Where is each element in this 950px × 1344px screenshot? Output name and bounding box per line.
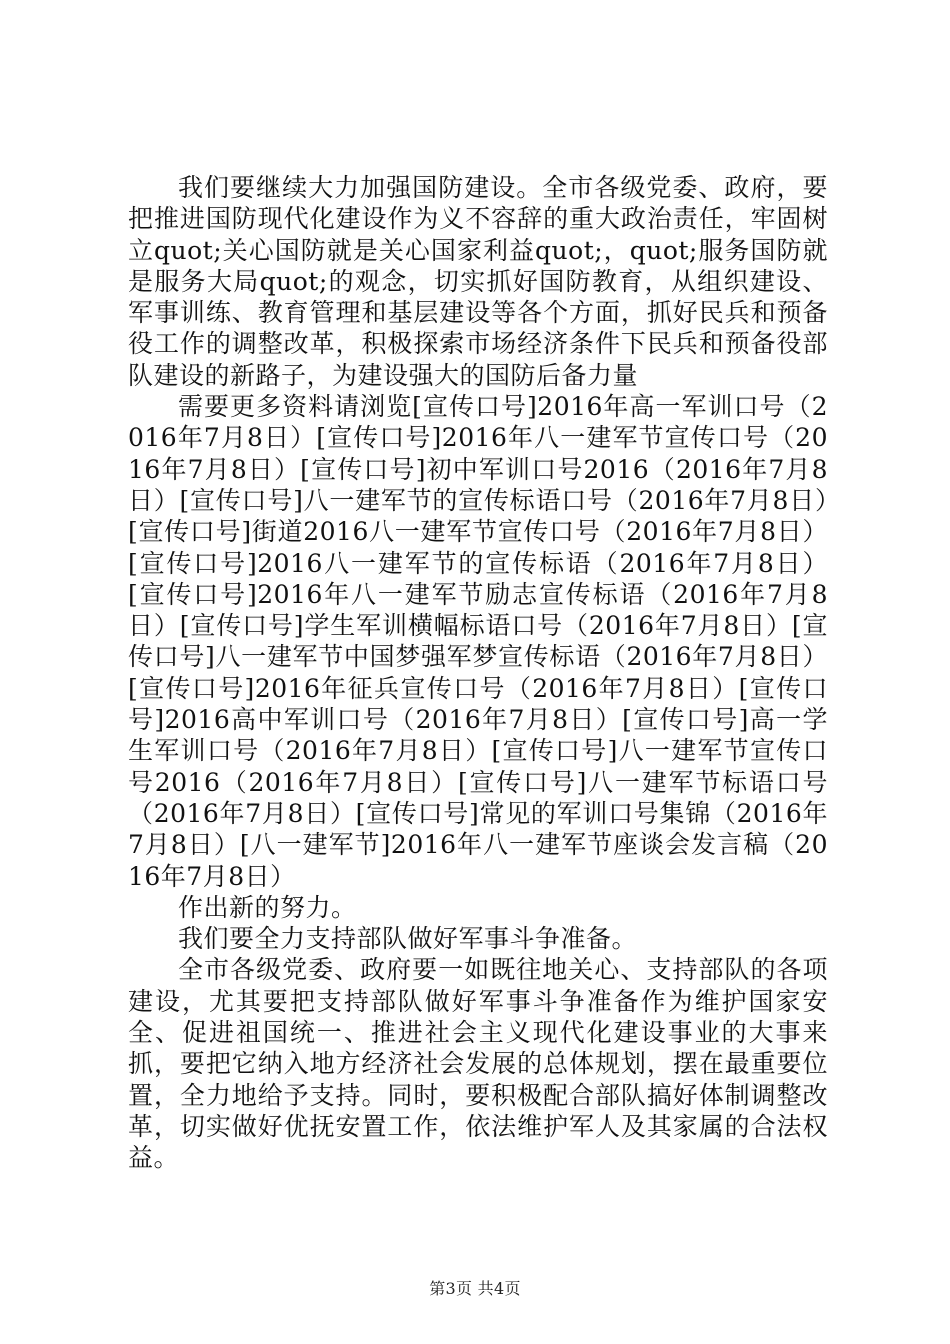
- paragraph-national-defense: 我们要继续大力加强国防建设。全市各级党委、政府，要把推进国防现代化建设作为义不容辞的重大政治责任，牢固树立quot;关心国防就是关心国家利益quot;，quot;服务国防就是服务大局quot;的观念，切实抓好国防教育，从组织建设、军事训练、教育管理和基层建设等各个方面，抓好民兵和预备役工作的调整改革，积极探索市场经济条件下民兵和预备役部队建设的新路子，为建设强大的国防后备力量: [128, 173, 828, 390]
- document-body: [128, 172, 828, 1174]
- paragraph-new-efforts: 作出新的努力。: [178, 892, 357, 922]
- paragraph-party-government: 全市各级党委、政府要一如既往地关心、支持部队的各项建设，尤其要把支持部队做好军事斗争准备作为维护国家安全、促进祖国统一、推进社会主义现代化建设事业的大事来抓，要把它纳入地方经济社会发展的总体规划，摆在最重要位置，全力地给予支持。同时，要积极配合部队搞好体制调整改革，切实做好优抚安置工作，依法维护军人及其家属的合法权益。: [128, 955, 828, 1173]
- paragraph-support-troops: 我们要全力支持部队做好军事斗争准备。: [178, 924, 638, 954]
- page-number-footer: 第3页 共4页: [429, 1279, 521, 1298]
- paragraph-more-resources: 需要更多资料请浏览[宣传口号]2016年高一军训口号（2016年7月8日）[宣传口号]2016年八一建军节宣传口号（2016年7月8日）[宣传口号]初中军训口号2016（2016年7月8日）[宣传口号]八一建军节的宣传标语口号（2016年7月8日）[宣传口号]街道2016八一建军节宣传口号（2016年7月8日）[宣传口号]2016八一建军节的宣传标语（2016年7月8日）[宣传口号]2016年八一建军节励志宣传标语（2016年7月8日）[宣传口号]学生军训横幅标语口号（2016年7月8日）[宣传口号]八一建军节中国梦强军梦宣传标语（2016年7月8日）[宣传口号]2016年征兵宣传口号（2016年7月8日）[宣传口号]2016高中军训口号（2016年7月8日）[宣传口号]高一学生军训口号（2016年7月8日）[宣传口号]八一建军节宣传口号2016（2016年7月8日）[宣传口号]八一建军节标语口号（2016年7月8日）[宣传口号]常见的军训口号集锦（2016年7月8日）[八一建军节]2016年八一建军节座谈会发言稿（2016年7月8日）: [128, 392, 828, 891]
